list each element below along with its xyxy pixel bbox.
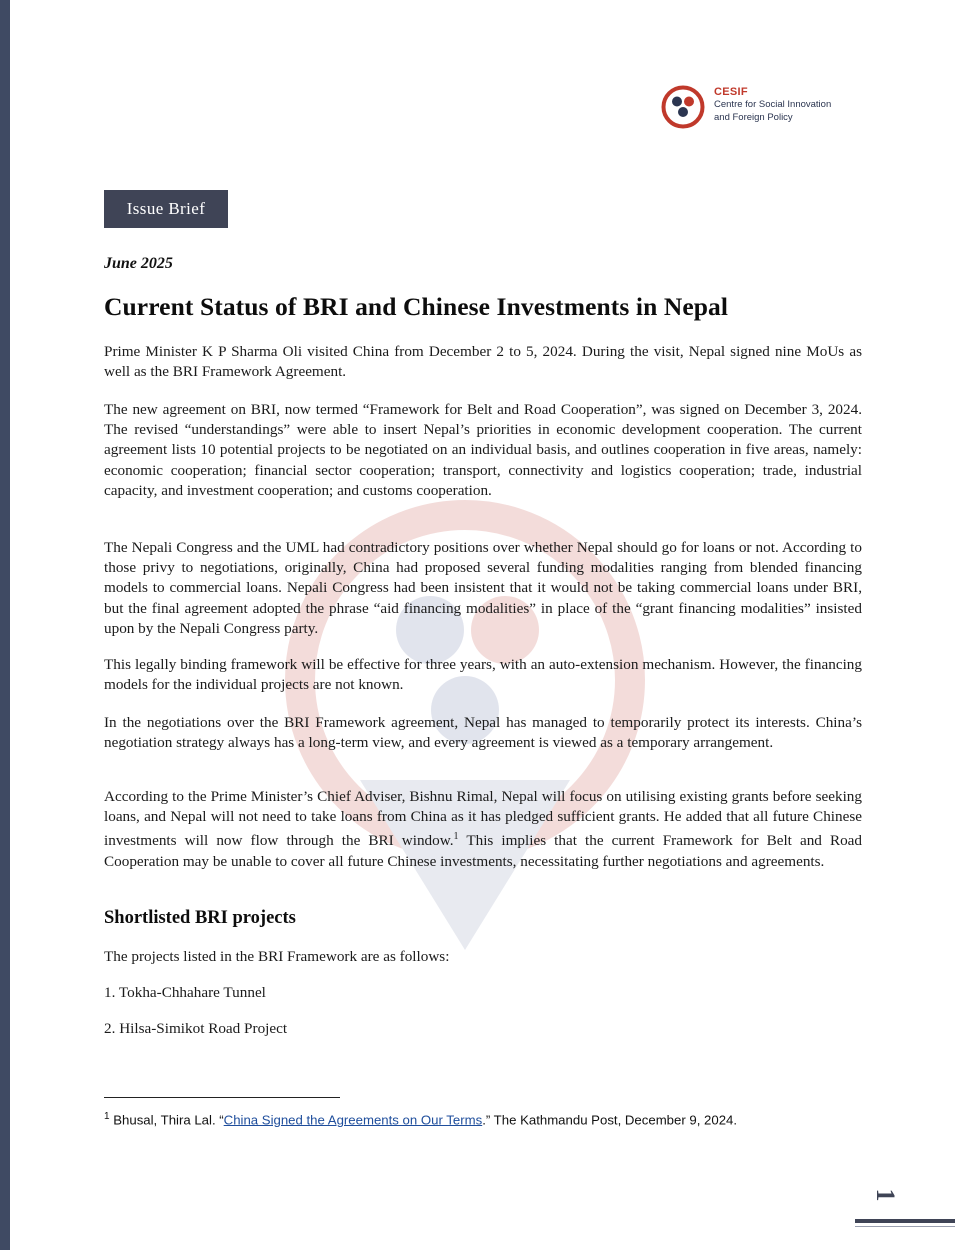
footnote-marker-inline: 1 bbox=[453, 831, 459, 843]
left-accent-bar bbox=[0, 0, 10, 1250]
list-item: 2. Hilsa-Simikot Road Project bbox=[104, 1020, 288, 1037]
cesif-logo bbox=[660, 82, 860, 134]
footnote-divider bbox=[104, 1097, 340, 1098]
cesif-circle-logo-icon bbox=[660, 84, 706, 130]
left-accent-bar-inner bbox=[10, 0, 13, 1250]
page-title: Current Status of BRI and Chinese Investments in Nepal bbox=[104, 292, 729, 321]
paragraph-2: The new agreement on BRI, now termed “Framework for Belt and Road Cooperation”, was signed on December 3, 2024. The revised “understandings” were able to insert Nepal’s priorities in economic development cooperation. The current agreement lists 10 potential projects to be negotiated on an individual basis, and outlines cooperation in five areas, namely: economic cooperation; financial sector cooperation; transport, connectivity and logistics cooperation; trade, industrial capacity, and investment cooperation; and customs cooperation. bbox=[104, 401, 862, 499]
footnote-number: 1 bbox=[104, 1111, 110, 1122]
paragraph-6-text-before: According to the Prime Minister’s Chief Adviser, Bishnu Rimal, Nepal will focus on utilising existing grants before seeking loans, and Nepal will not need to take loans from China as it has pledged sufficient grants. He added that all future Chinese investments will now flow through the BRI window. bbox=[104, 788, 862, 850]
section-intro: The projects listed in the BRI Framework are as follows: bbox=[104, 948, 450, 965]
paragraph-1: Prime Minister K P Sharma Oli visited China from December 2 to 5, 2024. During the visit, Nepal signed nine MoUs as well as the BRI Framework Agreement. bbox=[104, 343, 862, 381]
paragraph-5: In the negotiations over the BRI Framework agreement, Nepal has managed to temporarily protect its interests. China’s negotiation strategy always has a long-term view, and every agreement is viewed as a temporary arrangement. bbox=[104, 714, 862, 752]
publication-date: June 2025 bbox=[104, 255, 173, 272]
logo-title: CESIF bbox=[714, 86, 748, 98]
page-number-rule-thin bbox=[855, 1226, 955, 1227]
section-heading-shortlisted-bri-projects: Shortlisted BRI projects bbox=[104, 908, 296, 928]
footnote-link[interactable]: China Signed the Agreements on Our Terms bbox=[223, 1112, 483, 1128]
paragraph-4: This legally binding framework will be effective for three years, with an auto-extension mechanism. However, the financing models for the individual projects are not known. bbox=[104, 656, 862, 694]
logo-subtitle-line1: Centre for Social Innovation bbox=[714, 99, 832, 110]
page-number-rule bbox=[855, 1219, 955, 1223]
paragraph-3: The Nepali Congress and the UML had contradictory positions over whether Nepal should go for loans or not. According to those privy to negotiations, originally, China had proposed several funding modalities ranging from blended financing models to commercial loans. Nepali Congress had been insistent that it would not be taking commercial loans under BRI, but the final agreement adopted the phrase “aid financing modalities” in place of the “grant financing modalities” insisted upon by the Nepali Congress party. bbox=[104, 539, 862, 637]
list-item: 1. Tokha-Chhahare Tunnel bbox=[104, 984, 266, 1001]
paragraph-6-text-after: This implies that the current Framework for Belt and Road Cooperation may be unable to cover all future Chinese investments, necessitating further negotiations and agreements. bbox=[104, 832, 863, 870]
footnote bbox=[104, 1107, 856, 1129]
footnote-suffix: .” The Kathmandu Post, December 9, 2024. bbox=[482, 1112, 738, 1128]
paragraph-6-with-footnote bbox=[104, 787, 862, 872]
issue-brief-badge: Issue Brief bbox=[104, 190, 228, 228]
footnote-prefix: Bhusal, Thira Lal. “ bbox=[109, 1112, 224, 1128]
page-number: 1 bbox=[871, 1188, 900, 1202]
logo-subtitle-line2: and Foreign Policy bbox=[714, 111, 793, 123]
